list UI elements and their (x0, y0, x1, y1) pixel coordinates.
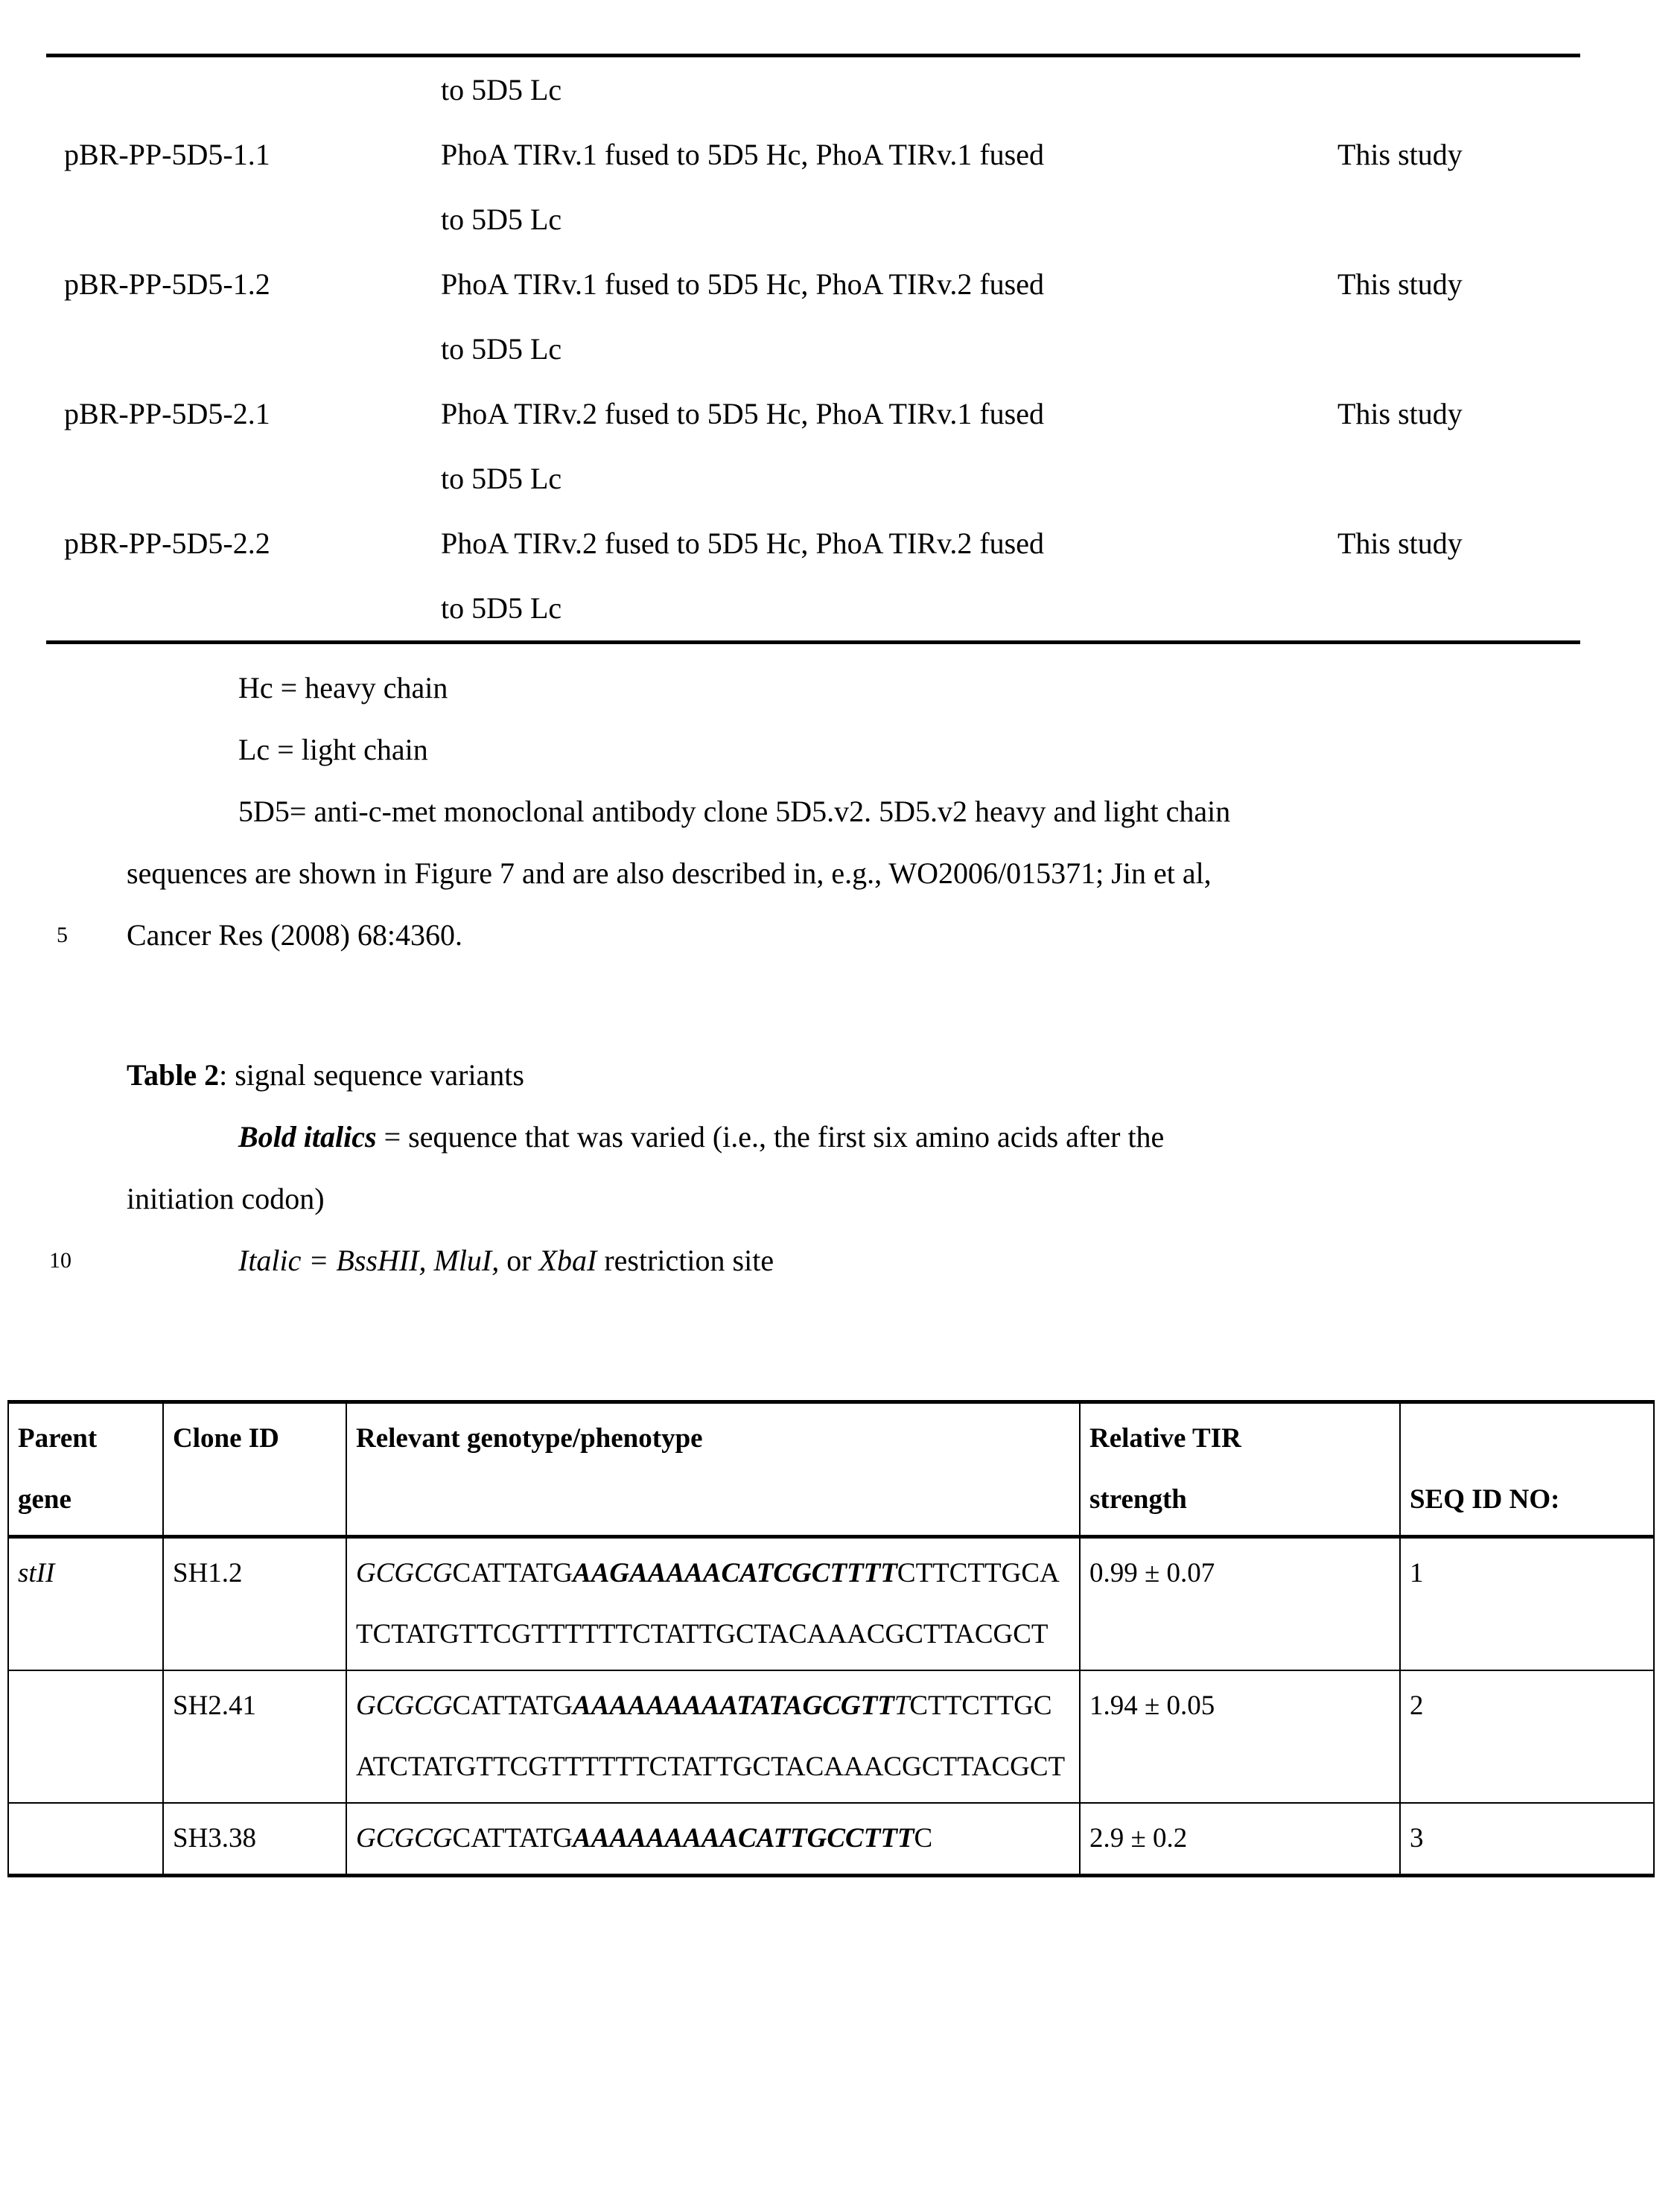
parent-gene-value: stII (18, 1558, 55, 1588)
line-number-10: 10 (49, 1248, 71, 1273)
plasmid-name: pBR-PP-5D5-2.1 (64, 397, 270, 430)
cell-genotype-sequence (346, 1803, 1080, 1876)
cell-clone-id: SH2.41 (163, 1670, 346, 1803)
plasmid-name: pBR-PP-5D5-1.1 (64, 138, 270, 171)
table-row (46, 381, 1580, 446)
header-parent-gene (8, 1402, 163, 1537)
plasmid-description-wrap: to 5D5 Lc (441, 203, 562, 236)
italic-key: Italic = BssHII, MluI, (238, 1244, 500, 1277)
table-row (46, 122, 1580, 187)
sequence-plain-3: TTGCTACAAACGCTTACGCT (699, 1752, 1066, 1782)
footnote-5d5-line2: sequences are shown in Figure 7 and are also described in, e.g., WO2006/015371; Jin et al, (127, 856, 1212, 890)
header-seq-id-no (1400, 1402, 1654, 1537)
cell-clone-id: SH1.2 (163, 1537, 346, 1671)
plasmid-description-wrap: to 5D5 Lc (441, 591, 562, 625)
table-row-wrap (46, 187, 1580, 252)
header-tir-line2: strength (1089, 1484, 1187, 1515)
table2-caption-label: Table 2 (127, 1058, 220, 1092)
plasmid-description-continued: to 5D5 Lc (441, 73, 562, 106)
bold-italics-rest: = sequence that was varied (i.e., the first six amino acids after the (376, 1120, 1165, 1154)
table-bottom-rule (46, 640, 1580, 644)
sequence-plain-2: C (914, 1823, 933, 1854)
table-row-wrap (46, 446, 1580, 511)
footnote-5d5-line3: Cancer Res (2008) 68:4360. (127, 918, 463, 952)
plasmid-name: pBR-PP-5D5-2.2 (64, 526, 270, 560)
cell-tir-strength: 0.99 ± 0.07 (1080, 1537, 1400, 1671)
cell-seq-id-no: 2 (1400, 1670, 1654, 1803)
cell-tir-strength: 1.94 ± 0.05 (1080, 1670, 1400, 1803)
italic-rest2: restriction site (596, 1244, 774, 1277)
cell-clone-id: SH3.38 (163, 1803, 346, 1876)
sequence-varied-region: AAAAAAAAATATAGCGTT (573, 1690, 894, 1721)
plasmid-source: This study (1337, 267, 1463, 301)
cell-seq-id-no: 1 (1400, 1537, 1654, 1671)
footnote-5d5-line1: 5D5= anti-c-met monoclonal antibody clone 5D5.v2. 5D5.v2 heavy and light chain (238, 795, 1231, 828)
header-seq-id-no-label: SEQ ID NO: (1410, 1484, 1560, 1515)
plasmid-description: PhoA TIRv.2 fused to 5D5 Hc, PhoA TIRv.2 fused (441, 526, 1044, 560)
plasmid-description: PhoA TIRv.1 fused to 5D5 Hc, PhoA TIRv.2 fused (441, 267, 1044, 301)
sequence-plain-1: CATTATG (452, 1823, 573, 1854)
header-tir-line1: Relative TIR (1089, 1423, 1241, 1454)
sequence-plain-1: CATTATG (452, 1558, 573, 1588)
footnote-hc: Hc = heavy chain (238, 671, 448, 704)
plasmid-table-rows (46, 57, 1580, 640)
table2-bold-italics-note (238, 1104, 1164, 1169)
cell-parent-gene (8, 1670, 163, 1803)
plasmid-source: This study (1337, 397, 1463, 430)
table2-header-row (8, 1402, 1654, 1537)
plasmid-source: This study (1337, 526, 1463, 560)
plasmid-source: This study (1337, 138, 1463, 171)
sequence-plain-2: CTTCTTGCATCTATGTTCGTTTTTTCTA (356, 1690, 1052, 1782)
plasmid-description: PhoA TIRv.2 fused to 5D5 Hc, PhoA TIRv.1 fused (441, 397, 1044, 430)
plasmid-description: PhoA TIRv.1 fused to 5D5 Hc, PhoA TIRv.1 fused (441, 138, 1044, 171)
sequence-varied-region: AAAAAAAAACATTGCCTTT (573, 1823, 914, 1854)
cell-genotype-sequence (346, 1670, 1080, 1803)
plasmid-name: pBR-PP-5D5-1.2 (64, 267, 270, 301)
table2-caption (127, 1043, 524, 1107)
footnote-lc: Lc = light chain (238, 733, 428, 766)
plasmid-description-wrap: to 5D5 Lc (441, 462, 562, 495)
header-parent-gene-line2: gene (18, 1484, 71, 1515)
sequence-restriction-site: GCGCG (356, 1558, 453, 1588)
sequence-plain-2: CTTCTTGCATCTATGTTCGTTTTTTCTATT (356, 1558, 1060, 1649)
table-row-wrap (46, 316, 1580, 381)
table-row (8, 1670, 1654, 1803)
table-row-wrap (46, 576, 1580, 640)
header-parent-gene-line1: Parent (18, 1423, 98, 1454)
sequence-plain-3: GCTACAAACGCTTACGCT (716, 1619, 1049, 1649)
bold-italics-key: Bold italics (238, 1120, 377, 1154)
plasmid-table-continued (46, 54, 1580, 644)
cell-genotype-sequence (346, 1537, 1080, 1671)
table-row (8, 1537, 1654, 1671)
table-row-continuation (46, 57, 1580, 122)
cell-seq-id-no: 3 (1400, 1803, 1654, 1876)
cell-parent-gene (8, 1803, 163, 1876)
table-row (46, 252, 1580, 316)
cell-tir-strength: 2.9 ± 0.2 (1080, 1803, 1400, 1876)
header-genotype-phenotype: Relevant genotype/phenotype (346, 1402, 1080, 1537)
plasmid-description-wrap: to 5D5 Lc (441, 332, 562, 366)
table2-italic-note (238, 1228, 774, 1293)
table-row (46, 511, 1580, 576)
header-relative-tir-strength (1080, 1402, 1400, 1537)
sequence-restriction-site: GCGCG (356, 1823, 453, 1854)
italic-key2: XbaI (538, 1244, 597, 1277)
sequence-restriction-site: GCGCG (356, 1690, 453, 1721)
line-number-5: 5 (57, 923, 68, 947)
table2-bold-italics-note-line2: initiation codon) (127, 1182, 325, 1215)
italic-rest: or (499, 1244, 539, 1277)
table2-caption-rest: : signal sequence variants (219, 1058, 524, 1092)
cell-parent-gene (8, 1537, 163, 1671)
table-row (8, 1803, 1654, 1876)
signal-sequence-variants-table (7, 1400, 1655, 1877)
sequence-plain-1: CATTATG (452, 1690, 573, 1721)
sequence-varied-region: AAGAAAAACATCGCTTTT (573, 1558, 897, 1588)
sequence-restriction-site-2: T (894, 1690, 910, 1721)
header-clone-id: Clone ID (163, 1402, 346, 1537)
